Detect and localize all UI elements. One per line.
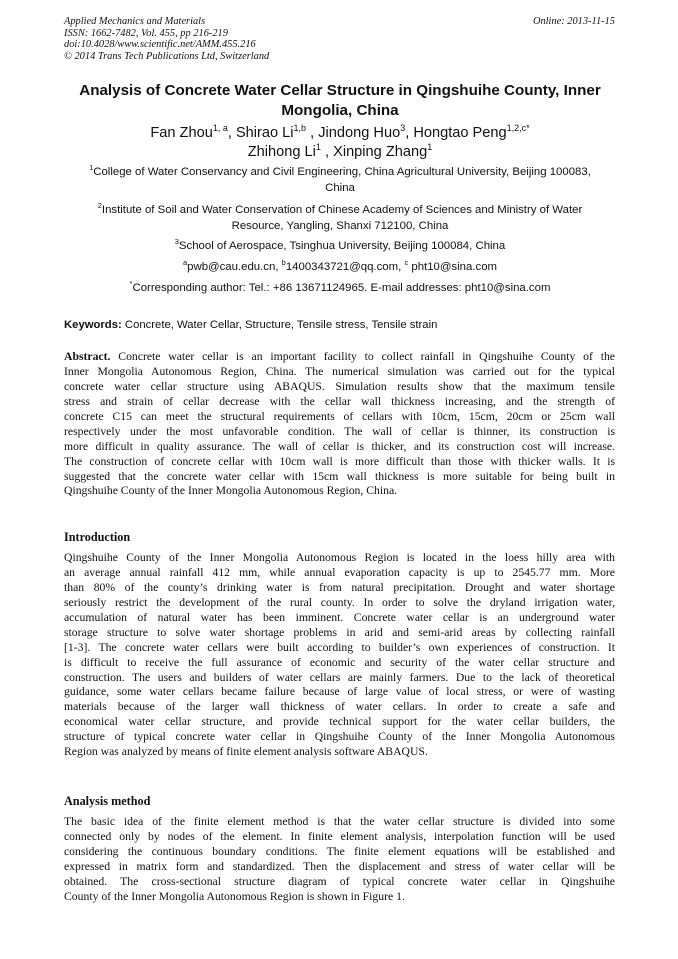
abstract-label: Abstract. (64, 350, 111, 363)
introduction-line: construction. The users and builders of water cellars are mainly farmers. Due to the lack of theoretical (64, 670, 615, 684)
keywords-text: Concrete, Water Cellar, Structure, Tensile stress, Tensile strain (121, 319, 438, 331)
affiliation-sup: 1 (89, 163, 94, 172)
doi-line: doi:10.4028/www.scientific.net/AMM.455.216 (64, 39, 256, 51)
author-sup: 1 (427, 142, 433, 152)
author-name: Zhihong Li (247, 144, 316, 160)
author-sup: 1, a (212, 123, 228, 133)
authors-line-2: Zhihong Li$^1$ , Xinping Zhang$^1$ (247, 142, 433, 160)
author-name: Fan Zhou (150, 125, 213, 141)
introduction-body (64, 551, 615, 760)
introduction-line: [1-3]. The concrete water cellars were built according to builder’s own experiences of construction. It (64, 640, 615, 654)
author-name: Xinping Zhang (333, 144, 428, 160)
journal-header (64, 16, 615, 62)
analysis-line: connected only by nodes of the element. In finite element analysis, interpolation function will be used (64, 829, 615, 843)
introduction-line: structure of typical concrete water cellar in Qingshuihe County of the Inner Mongolia Autonomous (64, 730, 615, 744)
abstract-line: concrete water cellar structure using ABAQUS. Simulation results show that the maximum tensile (64, 379, 615, 393)
abstract-text: Concrete water cellar is an important facility to collect rainfall in Qingshuihe County of the (110, 350, 615, 363)
affiliation-1 (58, 165, 622, 197)
email-addresses (58, 260, 622, 276)
introduction-line: accumulation of natural water has been imminent. Concrete water cellar is an underground water (64, 610, 615, 624)
email-b: 1400343721@qq.com, (285, 261, 405, 273)
keywords (64, 318, 624, 333)
issn-line: ISSN: 1662-7482, Vol. 455, pp 216-219 (64, 27, 228, 39)
abstract (64, 350, 615, 499)
analysis-method-heading: Analysis method (64, 794, 151, 808)
introduction-line: guidance, some water cellars became failure because of large value of local stress, or were of wasting (64, 685, 615, 699)
analysis-line: considering the continuous boundary conditions. The finite element equations will be established and (64, 844, 615, 858)
introduction-line: storage structure to solve water shortage problems in arid and semi-arid areas by collecting rainfall (64, 625, 615, 639)
email-sup: b (281, 258, 286, 267)
affiliation-2 (58, 203, 622, 235)
affiliation-sup: 3 (174, 237, 179, 246)
author-name: Shirao Li (235, 125, 294, 141)
author-list (60, 124, 620, 162)
author-sup: 3 (400, 123, 406, 133)
analysis-line: The basic idea of the finite element method is that the water cellar structure is divided into some (64, 815, 615, 828)
email-c: pht10@sina.com (408, 261, 498, 273)
introduction-line: an average annual rainfall 412 mm, while annual evaporation capacity is up to 2545.77 mm. More (64, 565, 615, 579)
abstract-line: more difficult in quality assurance. The wall of cellar is thicker, and its construction cost will increase. (64, 439, 615, 453)
analysis-line: County of the Inner Mongolia Autonomous Region is shown in Figure 1. (64, 889, 405, 903)
abstract-line: concrete C15 can meet the structural requirements of cellars with 10cm, 15cm, 20cm or 25cm wall (64, 409, 615, 423)
corresponding-sup: * (129, 279, 133, 288)
author-sup: 1 (315, 142, 321, 152)
abstract-line: Qingshuihe County of the Inner Mongolia Autonomous Region, China. (64, 484, 398, 498)
affiliation-text: College of Water Conservancy and Civil Engineering, China Agricultural University, Beijing 100083, (93, 166, 591, 178)
affiliation-text: Institute of Soil and Water Conservation of Chinese Academy of Sciences and Ministry of Water (101, 204, 583, 216)
authors-line-1: Fan Zhou$^{1, a}$, Shirao Li$^{1,b}$ , Jindong Huo$^3$, Hongtao Peng$^{1,2,c*}$ (150, 123, 530, 141)
author-sup: 1,2,c* (506, 123, 530, 133)
affiliation-3 (58, 239, 622, 255)
introduction-line: economical water cellar structure, and provide technical support for the water cellar builders, the (64, 715, 615, 729)
corresponding-text: Corresponding author: Tel.: +86 13671124965. E-mail addresses: pht10@sina.com (132, 282, 551, 294)
analysis-method-body (64, 815, 615, 905)
analysis-line: obtained. The cross-sectional structure diagram of typical concrete water cellar in Qingshuihe (64, 874, 615, 888)
introduction-line: than 80% of the county’s drinking water is from natural precipitation. Drought and water shortage (64, 580, 615, 594)
author-name: Jindong Huo (318, 125, 401, 141)
introduction-line: materials because of the larger wall thickness of water cellars. In order to create a safe and (64, 700, 615, 714)
introduction-line: Qingshuihe County of the Inner Mongolia Autonomous Region is located in the loess hilly area with (64, 551, 615, 564)
affiliation-text: Resource, Yangling, Shanxi 712100, China (231, 219, 449, 232)
affiliation-sup: 2 (97, 201, 102, 210)
affiliation-text: School of Aerospace, Tsinghua University, Beijing 100084, China (178, 240, 506, 252)
abstract-line: stress and strain of cellar decrease with the cellar wall thickness increasing, and the strength of (64, 394, 615, 408)
introduction-line: Region was analyzed by means of finite element analysis software ABAQUS. (64, 745, 428, 759)
online-date: Online: 2013-11-15 (532, 16, 615, 27)
introduction-line: is difficult to receive the full assurance of economic and security of the water cellar structure and (64, 655, 615, 669)
author-name: Hongtao Peng (413, 125, 507, 141)
affiliation-text: China (325, 181, 355, 194)
paper-title (60, 81, 620, 120)
introduction-heading: Introduction (64, 530, 131, 544)
keywords-label: Keywords: (64, 319, 122, 331)
corresponding-author (58, 281, 622, 297)
email-sup: c (404, 258, 409, 267)
abstract-line: respectively under the most unfavorable condition. The wall of cellar is thinner, its construction is (64, 424, 615, 438)
copyright-line: © 2014 Trans Tech Publications Ltd, Switzerland (64, 50, 270, 62)
title-line-1: Analysis of Concrete Water Cellar Structure in Qingshuihe County, Inner (79, 82, 601, 99)
email-sup: a (182, 258, 188, 267)
analysis-line: expressed in matrix form and standardized. Then the displacement and stress of water cellar will be (64, 859, 615, 873)
introduction-line: seriously restrict the development of the rural county. In order to solve the dryland irrigation water, (64, 595, 615, 609)
abstract-line (64, 350, 615, 365)
abstract-line: Inner Mongolia Autonomous Region, China. The numerical simulation was carried out for the typical (64, 364, 615, 378)
abstract-line: The construction of concrete cellar with 10cm wall is more difficult than those with thicker walls. It is (64, 454, 615, 468)
email-a: pwb@cau.edu.cn, (187, 261, 282, 273)
author-sup: 1,b (293, 123, 307, 133)
title-line-2: Mongolia, China (281, 101, 399, 119)
abstract-line: suggested that the concrete water cellar with 15cm wall thickness is more suitable for being built in (64, 469, 615, 483)
journal-name: Applied Mechanics and Materials (64, 16, 206, 27)
